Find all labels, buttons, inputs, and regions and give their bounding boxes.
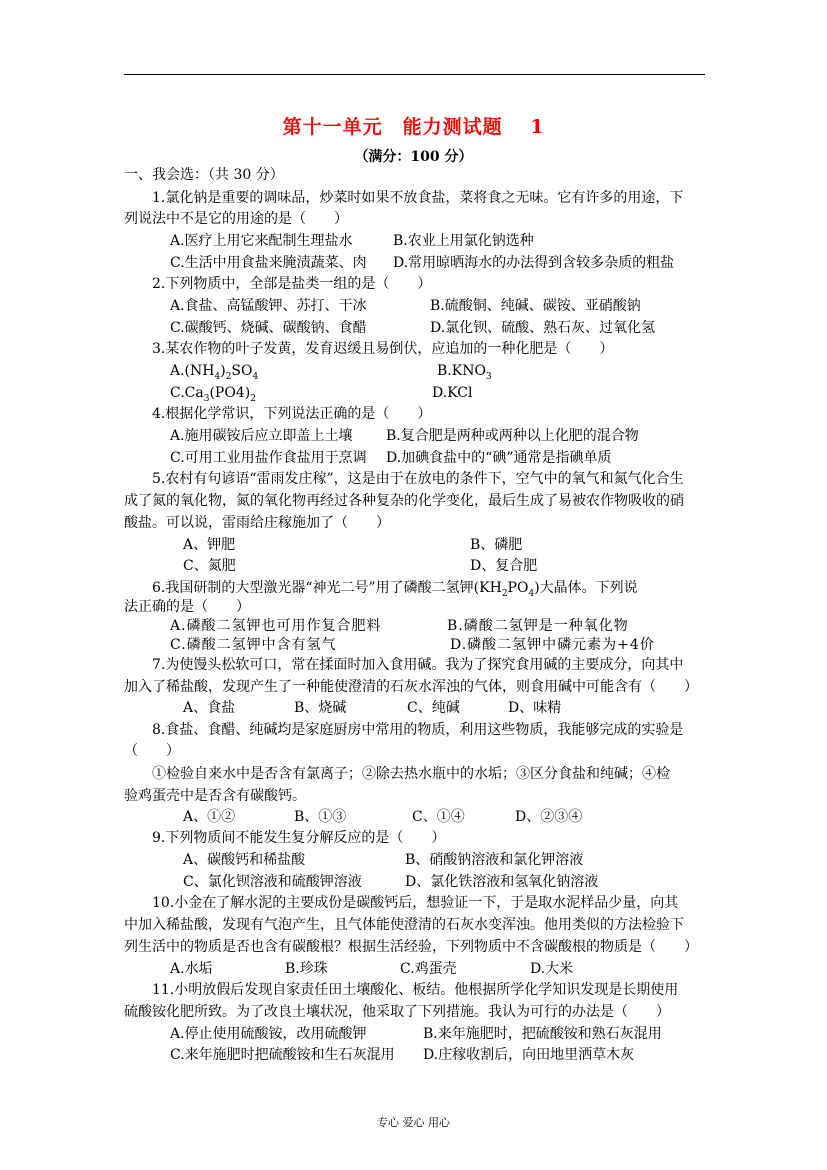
- q6-stem-1: 6.我国研制的大型激光器“神光二号”用了磷酸二氢钾$(KH_2PO_4)$大晶体。下列说: [152, 580, 638, 599]
- q5-option-d: D、复合肥: [470, 558, 538, 574]
- q11-option-d: D.庄稼收割后，向田地里洒草木灰: [423, 1047, 635, 1063]
- header-rule: [124, 74, 705, 75]
- q7-stem-2: 加入了稀盐酸，发现产生了一种能使澄清的石灰水浑浊的气体，则食用碱中可能含有（ ）: [124, 679, 698, 695]
- q10-stem-1: 10.小金在了解水泥的主要成份是碳酸钙后，想验证一下，于是取水泥样品少量，向其: [152, 895, 679, 911]
- q1-option-a: A.医疗上用它来配制生理盐水: [170, 233, 353, 249]
- q11-stem-2: 硫酸铵化肥所致。为了改良土壤状况，他采取了下列措施。我认为可行的办法是（ ）: [124, 1004, 670, 1020]
- q8-option-a: A、①②: [183, 809, 236, 825]
- q11-stem-1: 11.小明放假后发现自家责任田土壤酸化、板结。他根据所学化学知识发现是长期使用: [152, 982, 679, 998]
- q4-option-a: A.施用碳铵后应立即盖上土壤: [170, 428, 353, 444]
- q3-option-d: D.KCl: [432, 385, 473, 401]
- q8-option-d: D、②③④: [515, 809, 583, 825]
- q2-option-c: C.碳酸钙、烧碱、碳酸钠、食醋: [170, 320, 367, 336]
- q11-option-b: B.来年施肥时，把硫酸铵和熟石灰混用: [423, 1026, 662, 1042]
- q9-option-d: D、氯化铁溶液和氢氧化钠溶液: [405, 874, 599, 890]
- q9-stem: 9.下列物质间不能发生复分解反应的是（ ）: [152, 830, 446, 846]
- q2-option-b: B.硫酸铜、纯碱、碳铵、亚硝酸钠: [430, 298, 641, 314]
- q9-option-a: A、碳酸钙和稀盐酸: [183, 852, 306, 868]
- q3-option-a: $A.(NH_4)_2SO_4$: [170, 363, 259, 382]
- q3-stem: 3.某农作物的叶子发黄，发育迟缓且易倒伏，应追加的一种化肥是（ ）: [152, 341, 614, 357]
- q2-stem: 2.下列物质中，全部是盐类一组的是（ ）: [152, 276, 432, 292]
- q5-option-c: C、氮肥: [183, 558, 236, 574]
- q4-option-d: D.加碘食盐中的“碘”通常是指碘单质: [386, 450, 612, 466]
- q10-stem-2: 中加入稀盐酸，发现有气泡产生，且气体能使澄清的石灰水变浑浊。他用类似的方法检验下: [124, 917, 684, 933]
- q5-stem-2: 成了氮的氧化物，氮的氧化物再经过各种复杂的化学变化，最后生成了易被农作物吸收的硝: [124, 493, 684, 509]
- q11-option-c: C.来年施肥时把硫酸铵和生石灰混用: [170, 1047, 395, 1063]
- q2-option-a: A.食盐、高锰酸钾、苏打、干冰: [170, 298, 367, 314]
- q7-stem-1: 7.为使馒头松软可口，常在揉面时加入食用碱。我为了探究食用碱的主要成分，向其中: [152, 657, 684, 673]
- q8-option-c: C、①④: [412, 809, 465, 825]
- q6-stem-2: 法正确的是（ ）: [124, 599, 250, 615]
- q11-option-a: A.停止使用硫酸铵，改用硫酸钾: [170, 1026, 367, 1042]
- q1-option-b: B.农业上用氯化钠选种: [393, 233, 534, 249]
- q1-stem-1: 1.氯化钠是重要的调味品，炒菜时如果不放食盐，菜将食之无味。它有许多的用途，下: [152, 190, 684, 206]
- q3-option-b: $B.KNO_3$: [437, 363, 492, 382]
- q8-stem-4: 验鸡蛋壳中是否含有碳酸钙。: [124, 788, 306, 804]
- q5-option-a: A、钾肥: [183, 537, 236, 553]
- q8-option-b: B、①③: [294, 809, 347, 825]
- q4-option-c: C.可用工业用盐作食盐用于烹调: [170, 450, 367, 466]
- q1-stem-2: 列说法中不是它的用途的是（ ）: [124, 211, 348, 227]
- q1-option-d: D.常用晾晒海水的办法得到含较多杂质的粗盐: [393, 255, 675, 271]
- q9-option-c: C、氯化钡溶液和硫酸钾溶液: [183, 874, 362, 890]
- q2-option-d: D.氯化钡、硫酸、熟石灰、过氧化氢: [430, 320, 656, 336]
- q7-option-b: B、烧碱: [294, 700, 347, 716]
- q5-stem-3: 酸盐。可以说，雷雨给庄稼施加了（ ）: [124, 515, 390, 531]
- q5-stem-1: 5.农村有句谚语“雷雨发庄稼”，这是由于在放电的条件下，空气中的氧气和氮气化合生: [152, 471, 684, 487]
- q9-option-b: B、硝酸钠溶液和氯化钾溶液: [405, 852, 584, 868]
- q6-option-d: D.磷酸二氢钾中磷元素为+4价: [450, 637, 655, 653]
- section-heading: 一、我会选：（共 30 分）: [124, 167, 284, 183]
- q10-option-a: A.水垢: [170, 961, 213, 977]
- page-title: 第十一单元 能力测试题 1: [282, 116, 545, 138]
- q8-stem-1: 8.食盐、食醋、纯碱均是家庭厨房中常用的物质，利用这些物质，我能够完成的实验是: [152, 722, 684, 738]
- q8-stem-3: ①检验自来水中是否含有氯离子；②除去热水瓶中的水垢；③区分食盐和纯碱；④检: [152, 766, 670, 782]
- q10-option-b: B.珍珠: [285, 961, 328, 977]
- q8-stem-2: （ ）: [124, 743, 180, 759]
- q7-option-a: A、食盐: [183, 700, 236, 716]
- page-subtitle: （满分：100 分）: [354, 149, 473, 165]
- q7-option-c: C、纯碱: [407, 700, 460, 716]
- q10-option-c: C.鸡蛋壳: [400, 961, 457, 977]
- q5-option-b: B、磷肥: [470, 537, 523, 553]
- q4-option-b: B.复合肥是两种或两种以上化肥的混合物: [386, 428, 639, 444]
- q6-option-a: A.磷酸二氢钾也可用作复合肥料: [170, 618, 382, 634]
- q3-option-c: $C.Ca_3(PO4)_2$: [170, 385, 256, 404]
- page-footer: 专心 爱心 用心: [377, 1116, 450, 1129]
- q6-option-b: B.磷酸二氢钾是一种氧化物: [447, 618, 629, 634]
- q4-stem: 4.根据化学常识，下列说法正确的是（ ）: [152, 406, 432, 422]
- q10-option-d: D.大米: [530, 961, 574, 977]
- q6-option-c: C.磷酸二氢钾中含有氢气: [170, 637, 337, 653]
- q7-option-d: D、味精: [508, 700, 562, 716]
- q1-option-c: C.生活中用食盐来腌渍蔬菜、肉: [170, 255, 367, 271]
- q10-stem-3: 列生活中的物质是否也含有碳酸根？根据生活经验，下列物质中不含碳酸根的物质是（ ）: [124, 939, 698, 955]
